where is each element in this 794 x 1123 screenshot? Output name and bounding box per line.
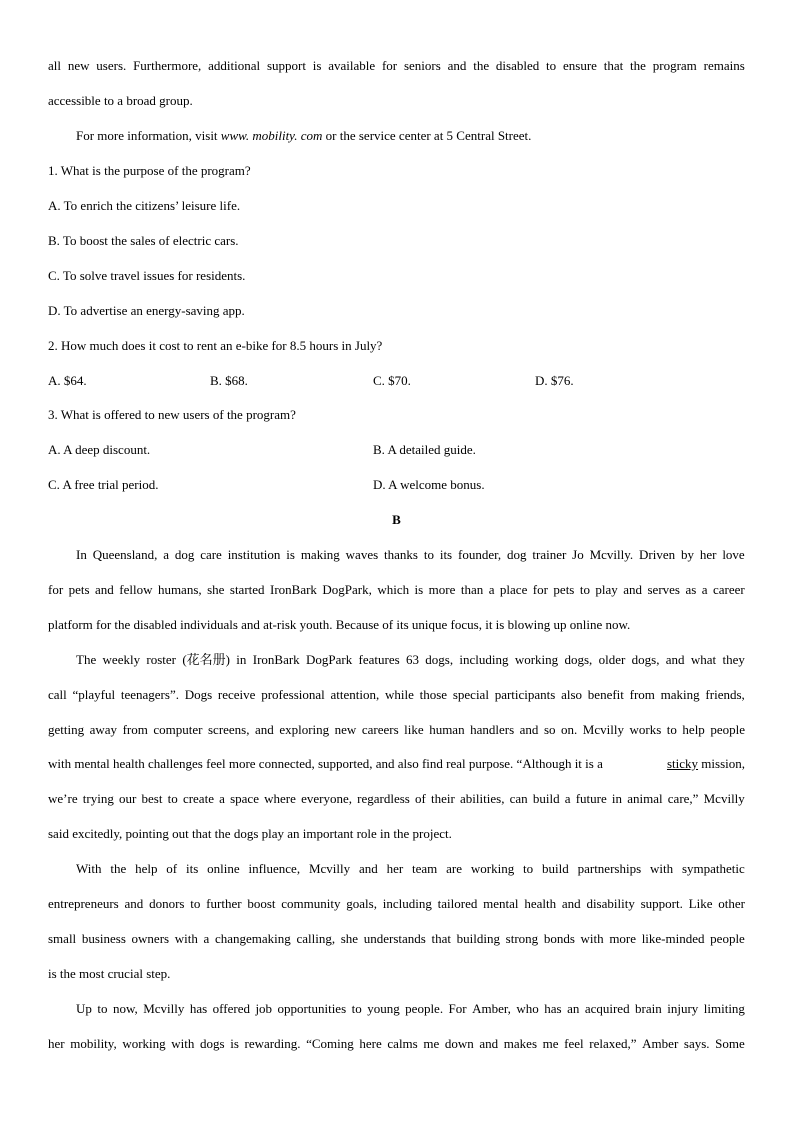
word: working bbox=[514, 652, 559, 667]
word: those bbox=[419, 687, 448, 702]
question-stem: 3. What is offered to new users of the program? bbox=[48, 407, 296, 422]
word: call bbox=[48, 687, 67, 702]
word: Mcvilly bbox=[143, 1001, 185, 1016]
word: disabled bbox=[495, 58, 540, 73]
word: career bbox=[712, 582, 745, 597]
word: small bbox=[48, 931, 77, 946]
paragraph-line bbox=[48, 1036, 745, 1052]
word: professional bbox=[261, 687, 325, 702]
word: they bbox=[722, 652, 745, 667]
word: in bbox=[611, 791, 623, 806]
word: Mcvilly. bbox=[589, 547, 634, 562]
word: Dogs bbox=[184, 687, 213, 702]
word: job bbox=[255, 1001, 273, 1016]
word: where bbox=[264, 791, 296, 806]
question-option: C. A free trial period. bbox=[48, 477, 159, 492]
word: including bbox=[382, 896, 432, 911]
word: Mcvilly bbox=[308, 861, 351, 876]
word: new bbox=[334, 722, 357, 737]
paragraph-line: said excitedly, pointing out that the dogs play an important role in the project. bbox=[48, 826, 452, 841]
word: and bbox=[479, 1036, 499, 1051]
word: pets bbox=[553, 582, 575, 597]
word: now, bbox=[112, 1001, 138, 1016]
word: which bbox=[377, 582, 410, 597]
word: waves bbox=[345, 547, 379, 562]
info-suffix: or the service center at 5 Central Street. bbox=[322, 128, 532, 143]
word: and bbox=[519, 722, 539, 737]
question-option: D. To advertise an energy-saving app. bbox=[48, 303, 245, 318]
word: to bbox=[167, 791, 178, 806]
word: bonds bbox=[543, 931, 575, 946]
question-option: D. A welcome bonus. bbox=[373, 477, 485, 492]
word: create bbox=[182, 791, 214, 806]
word: a bbox=[163, 547, 169, 562]
word: dogs bbox=[200, 1036, 225, 1051]
question-option: D. $76. bbox=[535, 373, 574, 388]
word: of bbox=[415, 791, 426, 806]
word: roster bbox=[146, 652, 176, 667]
word: that bbox=[431, 931, 451, 946]
question-option: B. To boost the sales of electric cars. bbox=[48, 233, 239, 248]
word: with bbox=[580, 931, 604, 946]
question-option: C. To solve travel issues for residents. bbox=[48, 268, 246, 283]
word: other bbox=[718, 896, 745, 911]
word: dogs, bbox=[425, 652, 454, 667]
word: acquired bbox=[584, 1001, 630, 1016]
word: For bbox=[448, 1001, 467, 1016]
word: can bbox=[509, 791, 528, 806]
word: injury bbox=[667, 1001, 699, 1016]
word: the bbox=[473, 58, 490, 73]
word: benefit bbox=[587, 687, 624, 702]
word: available bbox=[328, 58, 376, 73]
word: new bbox=[67, 58, 90, 73]
word: here bbox=[359, 1036, 382, 1051]
word: DogPark, bbox=[322, 582, 372, 597]
word: to bbox=[546, 58, 557, 73]
word: down bbox=[444, 1036, 474, 1051]
word: and bbox=[561, 896, 581, 911]
word: dogs, bbox=[564, 652, 593, 667]
word: to bbox=[423, 547, 434, 562]
word: features bbox=[358, 652, 400, 667]
word: founder, bbox=[457, 547, 502, 562]
word: a bbox=[203, 931, 210, 946]
word: like bbox=[404, 722, 424, 737]
word: community bbox=[281, 896, 341, 911]
question-option: B. A detailed guide. bbox=[373, 442, 476, 457]
word: by bbox=[680, 547, 694, 562]
question-stem: 1. What is the purpose of the program? bbox=[48, 163, 251, 178]
word: receive bbox=[217, 687, 256, 702]
word: institution bbox=[227, 547, 281, 562]
paragraph-line bbox=[48, 931, 745, 947]
word: our bbox=[119, 791, 137, 806]
info-url: www. mobility. com bbox=[220, 128, 323, 143]
word: people bbox=[710, 722, 745, 737]
word: the bbox=[630, 58, 646, 73]
word: animal bbox=[627, 791, 663, 806]
word: feel bbox=[564, 1036, 584, 1051]
word: thanks bbox=[384, 547, 418, 562]
underlined-word: sticky bbox=[666, 756, 699, 771]
word: working bbox=[470, 861, 515, 876]
word: a bbox=[488, 582, 495, 597]
word: makes bbox=[503, 1036, 538, 1051]
word: for bbox=[48, 582, 64, 597]
word: calling, bbox=[296, 931, 336, 946]
word: opportunities bbox=[277, 1001, 347, 1016]
word: Like bbox=[688, 896, 713, 911]
word: is bbox=[312, 58, 322, 73]
word: as bbox=[685, 582, 697, 597]
word: friends, bbox=[705, 687, 745, 702]
paragraph-line bbox=[48, 791, 745, 807]
word: 63 bbox=[405, 652, 419, 667]
word: owners bbox=[131, 931, 170, 946]
question-option: B. $68. bbox=[210, 373, 248, 388]
word: people bbox=[710, 931, 745, 946]
word: its bbox=[439, 547, 453, 562]
section-heading: B bbox=[392, 512, 401, 527]
word: additional bbox=[208, 58, 261, 73]
question-option: A. $64. bbox=[48, 373, 87, 388]
word: and bbox=[124, 896, 144, 911]
word: to bbox=[351, 1001, 362, 1016]
word: her bbox=[386, 861, 404, 876]
paragraph-line bbox=[48, 722, 745, 738]
word: help bbox=[135, 861, 158, 876]
word: while bbox=[385, 687, 414, 702]
word: from bbox=[629, 687, 655, 702]
word: further bbox=[206, 896, 242, 911]
word: the bbox=[110, 861, 127, 876]
word: she bbox=[340, 931, 359, 946]
word: entrepreneurs bbox=[48, 896, 119, 911]
word: their bbox=[431, 791, 455, 806]
paragraph-line bbox=[48, 1001, 745, 1017]
word: that bbox=[603, 58, 624, 73]
word: are bbox=[446, 861, 463, 876]
word: her bbox=[699, 547, 717, 562]
word: getting bbox=[48, 722, 85, 737]
word: tailored bbox=[437, 896, 478, 911]
word: like-minded bbox=[641, 931, 705, 946]
passage-a-line bbox=[48, 58, 745, 74]
word: sympathetic bbox=[681, 861, 745, 876]
word: is bbox=[230, 1036, 239, 1051]
word: weekly bbox=[102, 652, 141, 667]
word: boost bbox=[247, 896, 276, 911]
word: to bbox=[579, 582, 590, 597]
paragraph-line: is the most crucial step. bbox=[48, 966, 171, 981]
word: making bbox=[300, 547, 340, 562]
line-suffix: mission, bbox=[698, 756, 745, 771]
paragraph-line bbox=[48, 861, 745, 877]
word: “playful bbox=[72, 687, 116, 702]
word: and bbox=[665, 652, 685, 667]
word: team bbox=[412, 861, 438, 876]
word: to bbox=[97, 1001, 108, 1016]
word: The bbox=[76, 652, 97, 667]
word: has bbox=[189, 1001, 208, 1016]
word: from bbox=[122, 722, 148, 737]
word: Mcvilly bbox=[703, 791, 745, 806]
word: handlers bbox=[470, 722, 515, 737]
word: With bbox=[76, 861, 102, 876]
word: special bbox=[452, 687, 489, 702]
word: more bbox=[609, 931, 637, 946]
word: seniors bbox=[403, 58, 441, 73]
word: computer bbox=[153, 722, 203, 737]
word: care bbox=[200, 547, 222, 562]
word: people. bbox=[405, 1001, 444, 1016]
word: teenagers”. bbox=[120, 687, 179, 702]
word: me bbox=[423, 1036, 440, 1051]
word: humans, bbox=[157, 582, 202, 597]
word: dog bbox=[507, 547, 527, 562]
word: more bbox=[428, 582, 456, 597]
word: calms bbox=[387, 1036, 418, 1051]
word: Driven bbox=[639, 547, 676, 562]
word: making bbox=[660, 687, 700, 702]
word: who bbox=[516, 1001, 539, 1016]
word: and bbox=[358, 861, 378, 876]
word: regardless bbox=[357, 791, 410, 806]
word: to bbox=[523, 861, 534, 876]
word: also bbox=[561, 687, 583, 702]
passage-a-line: accessible to a broad group. bbox=[48, 93, 193, 108]
word: love bbox=[722, 547, 745, 562]
word: dogs, bbox=[631, 652, 660, 667]
word: Up bbox=[76, 1001, 92, 1016]
word: exploring bbox=[279, 722, 330, 737]
paragraph-line bbox=[48, 547, 745, 563]
question-option: A. To enrich the citizens’ leisure life. bbox=[48, 198, 241, 213]
word: with bbox=[171, 1036, 195, 1051]
word: strong bbox=[505, 931, 539, 946]
word: building bbox=[456, 931, 500, 946]
word: best bbox=[141, 791, 163, 806]
word: limiting bbox=[703, 1001, 745, 1016]
word: young bbox=[367, 1001, 400, 1016]
word: to bbox=[190, 896, 201, 911]
word: me bbox=[542, 1036, 559, 1051]
word: her bbox=[48, 1036, 65, 1051]
word: than bbox=[460, 582, 484, 597]
word: including bbox=[459, 652, 509, 667]
word: business bbox=[81, 931, 126, 946]
word: Mcvilly bbox=[582, 722, 624, 737]
word: mobility, bbox=[70, 1036, 117, 1051]
word: all bbox=[48, 58, 61, 73]
word: program bbox=[652, 58, 697, 73]
paragraph-line bbox=[48, 756, 745, 772]
word: fellow bbox=[119, 582, 153, 597]
word: help bbox=[682, 722, 705, 737]
word: support. bbox=[640, 896, 683, 911]
word: working bbox=[122, 1036, 166, 1051]
word: participants bbox=[494, 687, 556, 702]
word: trying bbox=[82, 791, 114, 806]
word: changemaking bbox=[214, 931, 291, 946]
word: is bbox=[414, 582, 424, 597]
word: dog bbox=[174, 547, 195, 562]
word: ensure bbox=[562, 58, 597, 73]
word: an bbox=[567, 1001, 580, 1016]
word: its bbox=[185, 861, 199, 876]
word: Furthermore, bbox=[133, 58, 202, 73]
word: in bbox=[236, 652, 247, 667]
word: what bbox=[690, 652, 717, 667]
word: brain bbox=[635, 1001, 662, 1016]
word: offered bbox=[212, 1001, 250, 1016]
word: DogPark bbox=[305, 652, 353, 667]
word: and bbox=[95, 582, 114, 597]
word: a bbox=[564, 791, 571, 806]
word: “Coming bbox=[306, 1036, 354, 1051]
word: and bbox=[447, 58, 467, 73]
word: In bbox=[76, 547, 87, 562]
word: to bbox=[666, 722, 677, 737]
word: older bbox=[598, 652, 626, 667]
word: users. bbox=[96, 58, 127, 73]
paragraph-line: platform for the disabled individuals and at-risk youth. Because of its unique focus, it is blowing up online now. bbox=[48, 617, 631, 632]
word: with bbox=[649, 861, 674, 876]
word: Amber, bbox=[472, 1001, 511, 1016]
word: and bbox=[255, 722, 274, 737]
word: support bbox=[266, 58, 306, 73]
question-stem: 2. How much does it cost to rent an e-bike for 8.5 hours in July? bbox=[48, 338, 383, 353]
word: play bbox=[595, 582, 618, 597]
word: pets bbox=[68, 582, 90, 597]
word: trainer bbox=[532, 547, 567, 562]
line-prefix: with mental health challenges feel more connected, supported, and also find real purpose. “Although it is a bbox=[48, 756, 607, 771]
word: online bbox=[207, 861, 240, 876]
paragraph-line bbox=[48, 652, 745, 668]
question-option: A. A deep discount. bbox=[48, 442, 151, 457]
word: for bbox=[532, 582, 548, 597]
word: on. bbox=[561, 722, 578, 737]
word: Jo bbox=[572, 547, 584, 562]
word: with bbox=[174, 931, 198, 946]
word: build bbox=[532, 791, 560, 806]
word: abilities, bbox=[460, 791, 505, 806]
info-sentence bbox=[48, 128, 531, 144]
word: mental bbox=[483, 896, 519, 911]
word: is bbox=[286, 547, 295, 562]
question-option: C. $70. bbox=[373, 373, 411, 388]
word: health bbox=[524, 896, 557, 911]
word: IronBark bbox=[270, 582, 317, 597]
word: human bbox=[429, 722, 465, 737]
word: screens, bbox=[207, 722, 250, 737]
word: rewarding. bbox=[244, 1036, 301, 1051]
word: serves bbox=[647, 582, 680, 597]
word: donors bbox=[149, 896, 185, 911]
word: works bbox=[629, 722, 662, 737]
paragraph-line bbox=[48, 896, 745, 912]
word: Queensland, bbox=[92, 547, 158, 562]
word: (花名册) bbox=[182, 652, 230, 667]
word: attention, bbox=[330, 687, 380, 702]
word: care,” bbox=[667, 791, 699, 806]
word: space bbox=[230, 791, 259, 806]
word: remains bbox=[703, 58, 745, 73]
word: has bbox=[544, 1001, 562, 1016]
paragraph-line bbox=[48, 687, 745, 703]
word: influence, bbox=[248, 861, 301, 876]
word: everyone, bbox=[301, 791, 352, 806]
word: future bbox=[575, 791, 607, 806]
word: place bbox=[499, 582, 528, 597]
word: Amber bbox=[642, 1036, 679, 1051]
word: of bbox=[166, 861, 178, 876]
word: build bbox=[542, 861, 569, 876]
word: careers bbox=[361, 722, 399, 737]
word: and bbox=[623, 582, 643, 597]
word: Some bbox=[715, 1036, 745, 1051]
word: a bbox=[219, 791, 225, 806]
paragraph-line bbox=[48, 582, 745, 598]
word: goals, bbox=[346, 896, 377, 911]
word: partnerships bbox=[577, 861, 642, 876]
info-prefix: For more information, visit bbox=[76, 128, 221, 143]
word: disability bbox=[586, 896, 635, 911]
word: she bbox=[207, 582, 225, 597]
word: we’re bbox=[48, 791, 78, 806]
word: so bbox=[543, 722, 556, 737]
word: for bbox=[381, 58, 398, 73]
word: started bbox=[229, 582, 265, 597]
word: IronBark bbox=[252, 652, 300, 667]
word: says. bbox=[683, 1036, 710, 1051]
word: a bbox=[701, 582, 708, 597]
word: understands bbox=[363, 931, 426, 946]
word: away bbox=[89, 722, 118, 737]
word: relaxed,” bbox=[589, 1036, 637, 1051]
